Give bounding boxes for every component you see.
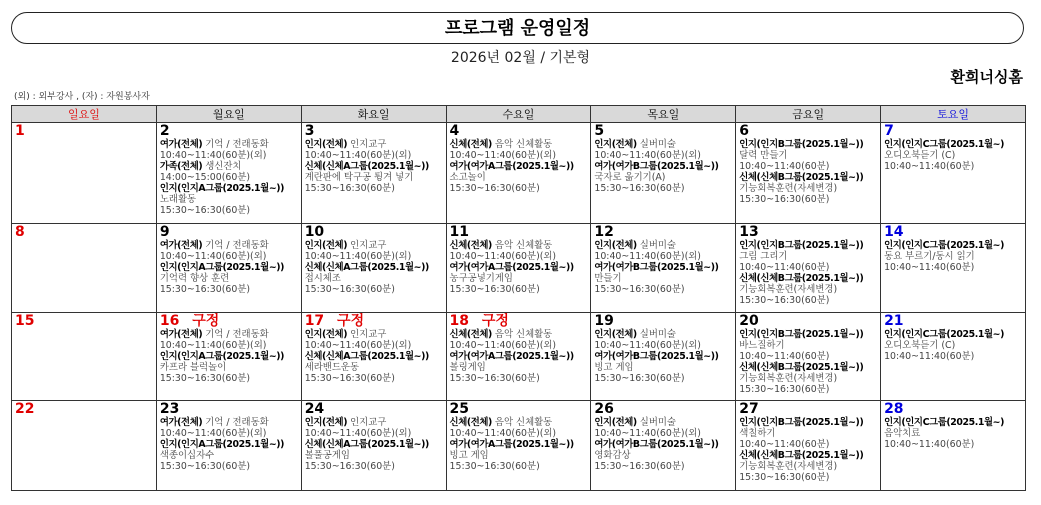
program-event xyxy=(594,262,732,295)
program-event xyxy=(305,240,443,262)
day-header xyxy=(450,314,588,329)
day-header xyxy=(15,402,153,417)
day-number: 20 xyxy=(739,313,759,329)
program-category: 인지(인지A그룹(2025.1월~)) xyxy=(159,351,285,362)
day-number: 18 xyxy=(449,313,470,329)
day-header xyxy=(15,314,153,329)
day-number: 25 xyxy=(449,401,470,417)
calendar-day-cell[interactable] xyxy=(301,224,446,313)
program-activity: 카프라 블럭놀이 xyxy=(159,362,227,373)
program-time: 10:40~11:40(60분)(외) xyxy=(449,150,557,161)
day-header xyxy=(594,314,732,329)
program-event xyxy=(450,139,588,161)
program-time: 10:40~11:40(60분) xyxy=(884,439,975,450)
program-event xyxy=(305,417,443,439)
program-event xyxy=(594,439,732,472)
calendar-day-cell[interactable] xyxy=(301,401,446,491)
program-event xyxy=(739,329,877,362)
weekday-header: 금요일 xyxy=(736,106,881,123)
program-activity: 음악 신체활동 xyxy=(494,417,553,428)
program-category: 인지(인지C그룹(2025.1월~) xyxy=(884,139,1005,150)
program-category: 인지(인지B그룹(2025.1월~)) xyxy=(739,240,864,251)
day-header xyxy=(160,402,298,417)
calendar-day-cell[interactable] xyxy=(881,401,1026,491)
program-event xyxy=(160,351,298,384)
program-activity: 음악 신체활동 xyxy=(494,240,553,251)
calendar-day-cell[interactable] xyxy=(881,224,1026,313)
program-time: 15:30~16:30(60분) xyxy=(304,461,395,472)
program-event xyxy=(739,450,877,483)
program-time: 10:40~11:40(60분) xyxy=(884,262,975,273)
day-header xyxy=(739,314,877,329)
calendar-day-cell[interactable] xyxy=(156,224,301,313)
program-event xyxy=(160,183,298,216)
program-time: 14:00~15:00(60분) xyxy=(159,172,251,183)
program-time: 10:40~11:40(60분)(외) xyxy=(304,340,412,351)
day-number: 14 xyxy=(884,224,904,240)
program-time: 10:40~11:40(60분)(외) xyxy=(159,428,267,439)
program-activity: 국자로 옮기기(A) xyxy=(594,172,666,183)
program-time: 15:30~16:30(60분) xyxy=(304,284,395,295)
program-time: 10:40~11:40(60분)(외) xyxy=(159,150,267,161)
day-header xyxy=(305,402,443,417)
holiday-label: 구정 xyxy=(481,313,509,329)
program-category: 인지(인지B그룹(2025.1월~)) xyxy=(739,139,864,150)
program-time: 10:40~11:40(60분) xyxy=(884,161,975,172)
program-event xyxy=(160,139,298,161)
program-activity: 빙고 게임 xyxy=(594,362,634,373)
weekday-header: 월요일 xyxy=(156,106,301,123)
program-category: 가족(전체) xyxy=(159,161,203,172)
program-event xyxy=(305,351,443,384)
day-number: 2 xyxy=(159,123,170,139)
calendar-day-cell[interactable] xyxy=(591,401,736,491)
day-number: 19 xyxy=(594,313,614,329)
program-time: 15:30~16:30(60분) xyxy=(449,373,540,384)
program-activity: 동요 부르기/동시 읽기 xyxy=(884,251,975,262)
program-event xyxy=(160,329,298,351)
day-header xyxy=(739,402,877,417)
day-number: 15 xyxy=(15,313,35,329)
program-event xyxy=(160,262,298,295)
day-number: 28 xyxy=(884,401,904,417)
program-category: 인지(인지C그룹(2025.1월~) xyxy=(884,240,1005,251)
program-activity: 영화감상 xyxy=(594,450,631,461)
program-category: 인지(전체) xyxy=(304,240,348,251)
calendar-week-row xyxy=(12,224,1026,313)
program-time: 15:30~16:30(60분) xyxy=(739,384,830,395)
weekday-header: 수요일 xyxy=(446,106,591,123)
program-event xyxy=(739,362,877,395)
program-time: 10:40~11:40(60분)(외) xyxy=(594,251,701,262)
program-category: 인지(인지B그룹(2025.1월~)) xyxy=(739,417,864,428)
day-number: 23 xyxy=(159,401,180,417)
month-subtitle: 2026년 02월 / 기본형 xyxy=(450,50,591,66)
day-number: 9 xyxy=(159,224,170,240)
program-category: 신체(전체) xyxy=(449,417,492,428)
program-category: 여가(전체) xyxy=(159,139,203,150)
calendar-day-cell[interactable] xyxy=(446,401,591,491)
program-activity: 기능회복훈련(자세변경) xyxy=(739,183,838,194)
program-time: 10:40~11:40(60분)(외) xyxy=(449,428,557,439)
calendar-day-cell[interactable] xyxy=(12,313,157,401)
day-header xyxy=(305,225,443,240)
day-number: 24 xyxy=(304,401,325,417)
calendar-day-cell[interactable] xyxy=(156,401,301,491)
program-category: 신체(전체) xyxy=(449,139,492,150)
program-category: 인지(전체) xyxy=(304,417,348,428)
program-activity: 기억 / 전래동화 xyxy=(205,139,269,150)
program-activity: 기억력 향상 훈련 xyxy=(159,273,230,284)
calendar-day-cell[interactable] xyxy=(12,401,157,491)
program-time: 10:40~11:40(60분)(외) xyxy=(449,251,557,262)
legend-note: (외) : 외부강사 , (자) : 자원봉사자 xyxy=(14,92,150,102)
calendar-day-cell[interactable] xyxy=(446,123,591,224)
program-category: 인지(인지A그룹(2025.1월~)) xyxy=(159,262,285,273)
program-category: 여가(전체) xyxy=(159,329,203,340)
calendar-day-cell[interactable] xyxy=(736,313,881,401)
program-activity: 인지교구 xyxy=(350,240,387,251)
program-time: 15:30~16:30(60분) xyxy=(304,183,395,194)
program-category: 인지(전체) xyxy=(594,240,637,251)
program-time: 10:40~11:40(60분)(외) xyxy=(159,251,267,262)
day-header xyxy=(160,124,298,139)
day-number: 6 xyxy=(739,123,749,139)
day-header xyxy=(15,225,153,240)
program-event xyxy=(450,417,588,439)
day-header xyxy=(594,402,732,417)
program-activity: 기억 / 전래동화 xyxy=(205,329,269,340)
day-number: 4 xyxy=(449,123,460,139)
calendar-day-cell[interactable] xyxy=(736,123,881,224)
program-activity: 음악 신체활동 xyxy=(494,329,553,340)
program-category: 여가(전체) xyxy=(159,417,203,428)
program-event xyxy=(739,273,877,306)
program-activity: 그림 그리기 xyxy=(739,251,788,262)
program-event xyxy=(739,240,877,273)
program-event xyxy=(305,262,443,295)
calendar-day-cell[interactable] xyxy=(591,313,736,401)
program-category: 신체(신체A그룹(2025.1월~)) xyxy=(304,161,429,172)
program-category: 신체(신체B그룹(2025.1월~)) xyxy=(739,450,864,461)
day-number: 17 xyxy=(304,313,325,329)
program-event xyxy=(594,161,732,194)
day-header xyxy=(160,225,298,240)
program-category: 여가(여가B그룹(2025.1월~)) xyxy=(594,351,719,362)
day-header xyxy=(305,314,443,329)
program-time: 10:40~11:40(60분) xyxy=(739,439,830,450)
program-event xyxy=(739,417,877,450)
program-activity: 실버미술 xyxy=(639,417,676,428)
program-event xyxy=(739,172,877,205)
program-activity: 접시체조 xyxy=(304,273,341,284)
program-time: 15:30~16:30(60분) xyxy=(594,183,685,194)
program-category: 여가(여가B그룹(2025.1월~)) xyxy=(594,161,719,172)
calendar-day-cell[interactable] xyxy=(446,224,591,313)
program-time: 15:30~16:30(60분) xyxy=(594,461,685,472)
program-time: 15:30~16:30(60분) xyxy=(304,373,395,384)
day-header xyxy=(739,225,877,240)
program-activity: 세라밴드운동 xyxy=(304,362,360,373)
program-time: 15:30~16:30(60분) xyxy=(159,205,251,216)
calendar-day-cell[interactable] xyxy=(736,224,881,313)
program-time: 10:40~11:40(60분)(외) xyxy=(304,251,412,262)
program-category: 인지(전체) xyxy=(594,139,637,150)
program-event xyxy=(450,329,588,351)
calendar-week-row xyxy=(12,313,1026,401)
day-header xyxy=(15,124,153,139)
day-header xyxy=(160,314,298,329)
program-activity: 볼풀공게임 xyxy=(304,450,350,461)
day-header xyxy=(884,124,1022,139)
program-time: 10:40~11:40(60분) xyxy=(739,161,830,172)
day-header xyxy=(884,225,1022,240)
calendar-body xyxy=(12,123,1026,491)
program-time: 15:30~16:30(60분) xyxy=(449,284,540,295)
program-category: 여가(여가A그룹(2025.1월~)) xyxy=(449,262,574,273)
program-activity: 실버미술 xyxy=(639,329,676,340)
program-event xyxy=(594,240,732,262)
program-event xyxy=(594,351,732,384)
program-activity: 기능회복훈련(자세변경) xyxy=(739,373,838,384)
program-time: 15:30~16:30(60분) xyxy=(594,284,685,295)
program-category: 신체(신체A그룹(2025.1월~)) xyxy=(304,351,429,362)
program-event xyxy=(160,439,298,472)
calendar-day-cell[interactable] xyxy=(736,401,881,491)
program-event xyxy=(305,161,443,194)
program-category: 인지(인지A그룹(2025.1월~)) xyxy=(159,439,285,450)
program-activity: 음악치료 xyxy=(884,428,921,439)
program-activity: 실버미술 xyxy=(639,240,676,251)
day-header xyxy=(594,225,732,240)
program-activity: 기억 / 전래동화 xyxy=(205,240,269,251)
program-activity: 볼링게임 xyxy=(449,362,486,373)
program-activity: 바느질하기 xyxy=(739,340,785,351)
day-header xyxy=(884,402,1022,417)
program-time: 10:40~11:40(60분)(외) xyxy=(304,150,412,161)
calendar-day-cell[interactable] xyxy=(591,224,736,313)
program-time: 15:30~16:30(60분) xyxy=(159,373,251,384)
program-category: 여가(전체) xyxy=(159,240,203,251)
program-event xyxy=(450,240,588,262)
program-event xyxy=(884,139,1022,172)
calendar-week-row xyxy=(12,401,1026,491)
program-activity: 달력 만들기 xyxy=(739,150,788,161)
day-number: 21 xyxy=(884,313,904,329)
day-number: 16 xyxy=(159,313,180,329)
program-activity: 기능회복훈련(자세변경) xyxy=(739,461,838,472)
program-time: 10:40~11:40(60분)(외) xyxy=(594,340,701,351)
holiday-label: 구정 xyxy=(192,313,220,329)
program-category: 여가(여가B그룹(2025.1월~)) xyxy=(594,262,719,273)
program-category: 신체(신체A그룹(2025.1월~)) xyxy=(304,439,429,450)
program-time: 10:40~11:40(60분)(외) xyxy=(304,428,412,439)
holiday-label: 구정 xyxy=(337,313,365,329)
weekday-header-row xyxy=(12,106,1026,123)
program-event xyxy=(305,139,443,161)
calendar-day-cell[interactable] xyxy=(301,313,446,401)
weekday-header: 화요일 xyxy=(301,106,446,123)
program-time: 15:30~16:30(60분) xyxy=(449,461,540,472)
program-activity: 색종이십자수 xyxy=(159,450,215,461)
program-category: 인지(전체) xyxy=(594,329,637,340)
day-number: 10 xyxy=(304,224,325,240)
program-category: 여가(여가A그룹(2025.1월~)) xyxy=(449,161,574,172)
program-activity: 오디오북듣기 (C) xyxy=(884,150,956,161)
program-event xyxy=(884,329,1022,362)
program-activity: 실버미술 xyxy=(639,139,676,150)
day-number: 7 xyxy=(884,123,894,139)
program-time: 10:40~11:40(60분) xyxy=(884,351,975,362)
program-activity: 기억 / 전래동화 xyxy=(205,417,269,428)
program-activity: 색칠하기 xyxy=(739,428,776,439)
program-activity: 인지교구 xyxy=(350,329,387,340)
program-activity: 계란판에 탁구공 튕겨 넣기 xyxy=(304,172,414,183)
program-category: 여가(여가A그룹(2025.1월~)) xyxy=(449,351,574,362)
program-time: 15:30~16:30(60분) xyxy=(739,194,830,205)
program-category: 인지(인지B그룹(2025.1월~)) xyxy=(739,329,864,340)
program-time: 15:30~16:30(60분) xyxy=(159,461,251,472)
program-time: 15:30~16:30(60분) xyxy=(739,295,830,306)
program-time: 15:30~16:30(60분) xyxy=(594,373,685,384)
calendar-day-cell[interactable] xyxy=(156,123,301,224)
program-activity: 인지교구 xyxy=(350,417,387,428)
program-time: 15:30~16:30(60분) xyxy=(159,284,251,295)
day-number: 22 xyxy=(15,401,35,417)
program-event xyxy=(884,240,1022,273)
calendar-day-cell[interactable] xyxy=(301,123,446,224)
program-time: 10:40~11:40(60분)(외) xyxy=(594,150,701,161)
program-event xyxy=(305,439,443,472)
program-activity: 인지교구 xyxy=(350,139,387,150)
program-event xyxy=(594,139,732,161)
program-activity: 노래활동 xyxy=(159,194,197,205)
program-time: 10:40~11:40(60분) xyxy=(739,262,830,273)
calendar-week-row xyxy=(12,123,1026,224)
day-number: 3 xyxy=(304,123,315,139)
program-event xyxy=(450,351,588,384)
program-activity: 음악 신체활동 xyxy=(494,139,553,150)
weekday-header: 토요일 xyxy=(881,106,1026,123)
day-number: 27 xyxy=(739,401,759,417)
program-activity: 농구공넣기게임 xyxy=(449,273,513,284)
program-category: 인지(인지C그룹(2025.1월~) xyxy=(884,417,1005,428)
program-event xyxy=(450,262,588,295)
program-time: 15:30~16:30(60분) xyxy=(739,472,830,483)
program-category: 여가(여가B그룹(2025.1월~)) xyxy=(594,439,719,450)
calendar-day-cell[interactable] xyxy=(156,313,301,401)
program-time: 10:40~11:40(60분) xyxy=(739,351,830,362)
day-number: 1 xyxy=(15,123,25,139)
program-time: 10:40~11:40(60분)(외) xyxy=(159,340,267,351)
program-time: 10:40~11:40(60분)(외) xyxy=(594,428,701,439)
day-number: 8 xyxy=(15,224,25,240)
program-time: 15:30~16:30(60분) xyxy=(449,183,540,194)
day-header xyxy=(305,124,443,139)
day-number: 11 xyxy=(449,224,470,240)
program-event xyxy=(450,161,588,194)
program-activity: 생신잔치 xyxy=(205,161,242,172)
program-activity: 오디오북듣기 (C) xyxy=(884,340,956,351)
program-event xyxy=(739,139,877,172)
calendar-day-cell[interactable] xyxy=(12,224,157,313)
day-number: 13 xyxy=(739,224,759,240)
program-category: 신체(신체B그룹(2025.1월~)) xyxy=(739,362,864,373)
program-event xyxy=(305,329,443,351)
program-activity: 만들기 xyxy=(594,273,622,284)
program-category: 신체(전체) xyxy=(449,240,492,251)
calendar-table xyxy=(11,105,1026,491)
day-number: 12 xyxy=(594,224,614,240)
program-event xyxy=(160,240,298,262)
calendar-day-cell[interactable] xyxy=(12,123,157,224)
day-header xyxy=(450,402,588,417)
program-event xyxy=(594,329,732,351)
program-activity: 빙고 게임 xyxy=(449,450,489,461)
weekday-header: 목요일 xyxy=(591,106,736,123)
program-category: 신체(전체) xyxy=(449,329,492,340)
day-header xyxy=(594,124,732,139)
day-header xyxy=(884,314,1022,329)
weekday-header: 일요일 xyxy=(12,106,157,123)
page-title: 프로그램 운영일정 xyxy=(11,12,1024,44)
program-event xyxy=(594,417,732,439)
day-header xyxy=(450,225,588,240)
program-event xyxy=(450,439,588,472)
organization-name: 환희너싱홈 xyxy=(950,68,1023,86)
program-activity: 소고놀이 xyxy=(449,172,486,183)
program-category: 인지(전체) xyxy=(304,139,348,150)
day-number: 5 xyxy=(594,123,605,139)
program-category: 인지(전체) xyxy=(304,329,348,340)
program-category: 인지(인지A그룹(2025.1월~)) xyxy=(159,183,285,194)
calendar-day-cell[interactable] xyxy=(881,313,1026,401)
program-category: 인지(전체) xyxy=(594,417,637,428)
program-event xyxy=(160,161,298,183)
calendar-day-cell[interactable] xyxy=(591,123,736,224)
program-event xyxy=(884,417,1022,450)
day-header xyxy=(450,124,588,139)
program-event xyxy=(160,417,298,439)
program-category: 인지(인지C그룹(2025.1월~) xyxy=(884,329,1005,340)
calendar-day-cell[interactable] xyxy=(881,123,1026,224)
program-time: 10:40~11:40(60분)(외) xyxy=(449,340,557,351)
calendar-day-cell[interactable] xyxy=(446,313,591,401)
program-category: 여가(여가A그룹(2025.1월~)) xyxy=(449,439,574,450)
day-number: 26 xyxy=(594,401,614,417)
program-activity: 기능회복훈련(자세변경) xyxy=(739,284,838,295)
program-category: 신체(신체B그룹(2025.1월~)) xyxy=(739,172,864,183)
program-category: 신체(신체B그룹(2025.1월~)) xyxy=(739,273,864,284)
program-category: 신체(신체A그룹(2025.1월~)) xyxy=(304,262,429,273)
day-header xyxy=(739,124,877,139)
